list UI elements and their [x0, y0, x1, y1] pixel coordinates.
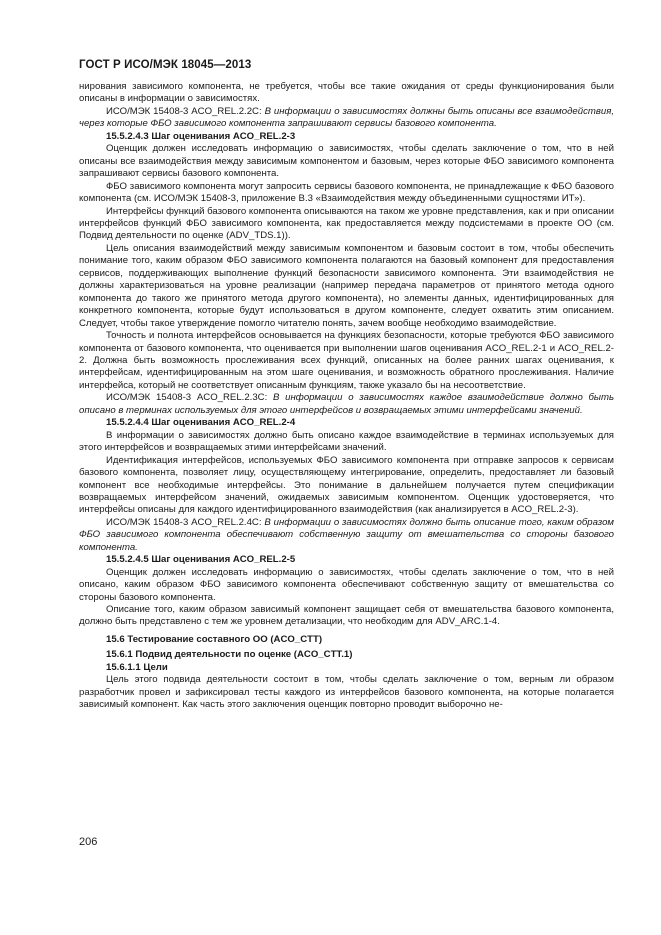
requirement-text: В информации о зависимостях должны быть описаны все взаимодействия, через которые ФБО зависимого компонента запрашивают сервисы базового компонента. — [79, 105, 614, 130]
page-number: 206 — [79, 836, 98, 848]
requirement-ref: ИСО/МЭК 15408-3 ACO_REL.2.4C: — [106, 516, 265, 528]
section-heading: 15.6.1 Подвид деятельности по оценке (ACO_CTT.1) — [106, 649, 353, 661]
requirement-text: В информации о зависимостях каждое взаимодействие должно быть описано в терминах используемых для этого интерфейсов и возвращаемых этими интерфейсами значений. — [79, 392, 614, 416]
paragraph: нирования зависимого компонента, не требуется, чтобы все такие ожидания от среды функционирования были описаны в информации о зависимостях. — [79, 81, 614, 105]
paragraph: Точность и полнота интерфейсов основывается на функциях безопасности, которые требуются ФБО зависимого компонента от базового компонента, что оценивается при выполнении шагов оценивания ACO_REL.2-1 и ACO_REL.2-2. Должна быть возможность прослеживания всех функций, описанных на более ранних шагах оценивания, к интерфейсам, идентифицированным на этом шаге оценивания, и возможность обратного прослеживания. Наличие интерфейса, который не соответствует описанным функциям, также указало бы на несоответствие. — [79, 330, 614, 391]
paragraph: Цель этого подвида деятельности состоит в том, чтобы сделать заключение о том, верным ли образом разработчик провел и зафиксировал тесты каждого из интерфейсов базового компонента, на которые полагается зависимый компонент. Как часть этого заключения оценщик повторно проводит выборочно не- — [79, 674, 614, 711]
requirement-paragraph — [79, 392, 614, 417]
document-header: ГОСТ Р ИСО/МЭК 18045—2013 — [79, 59, 252, 71]
requirement-text: В информации о зависимостях должно быть описание того, каким образом ФБО зависимого компонента обеспечивают собственную защиту от вмешательства со стороны базового компонента. — [79, 516, 614, 553]
paragraph: В информации о зависимостях должно быть описано каждое взаимодействие в терминах используемых для этого интерфейсов и возвращаемых этими интерфейсами значений. — [79, 429, 614, 454]
paragraph: Цель описания взаимодействий между зависимым компонентом и базовым состоит в том, чтобы обеспечить понимание того, каким образом ФБО зависимого компонента полагаются на базовый компонент для предоставления сервисов, поддерживающих выполнение функций безопасности зависимого компонента. Эти взаимодействия не должны характеризоваться на уровне реализации (например передача параметров от принятого метода одного компонента до такого же принятого метода другого компонента), но элементы данных, идентифицированных для конкретного компонента, которые будут использоваться в другом компоненте, следует охватить этим описанием. Следует, чтобы такое утверждение помогло читателю понять, зачем вообще необходимо взаимодействие. — [79, 242, 614, 329]
section-heading: 15.6.1.1 Цели — [106, 661, 168, 673]
section-heading: 15.5.2.4.3 Шаг оценивания ACO_REL.2-3 — [106, 130, 296, 142]
paragraph: Описание того, каким образом зависимый компонент защищает себя от вмешательства базового компонента, должно быть представлено с тем же уровнем детализации, что необходим для ADV_ARC.1-4. — [79, 604, 614, 628]
requirement-ref: ИСО/МЭК 15408-3 ACO_REL.2.3C: — [106, 392, 273, 404]
paragraph: ФБО зависимого компонента могут запросить сервисы базового компонента, не принадлежащие к ФБО базового компонента (см. ИСО/МЭК 15408-3, приложение В.3 «Взаимодействия между объединенными сущностями ИТ»). — [79, 180, 614, 205]
paragraph: Интерфейсы функций базового компонента описываются на таком же уровне представления, как и при описании интерфейсов функций ФБО зависимого компонента, как предоставляется между подсистемами в проекте ОО (см. Подвид деятельности по оценке (ADV_TDS.1)). — [79, 205, 614, 242]
requirement-ref: ИСО/МЭК 15408-3 ACO_REL.2.2C: — [106, 105, 265, 117]
section-heading: 15.5.2.4.5 Шаг оценивания ACO_REL.2-5 — [106, 554, 296, 566]
paragraph: Оценщик должен исследовать информацию о зависимостях, чтобы сделать заключение о том, что в ней описано, каким образом ФБО зависимого компонента обеспечивают собственную защиту от вмешательства со стороны базового компонента. — [79, 566, 614, 603]
section-heading: 15.6 Тестирование составного ОО (ACO_CTT) — [106, 633, 323, 645]
requirement-paragraph — [79, 517, 614, 554]
paragraph: Оценщик должен исследовать информацию о зависимостях, чтобы сделать заключение о том, что в ней описаны все взаимодействия между зависимым компонентом и базовым, через которые ФБО зависимого компонента запрашивают сервисы базового компонента. — [79, 143, 614, 180]
paragraph: Идентификация интерфейсов, используемых ФБО зависимого компонента при отправке запросов к сервисам базового компонента, позволяет лицу, осуществляющему интегрирование, определить, предоставляет ли базовый компонент все необходимые интерфейсы. Это понимание в дальнейшем получается путем спецификации возвращаемых интерфейсом значений, ожидаемых зависимым компонентом. Оценщик удостоверяется, что интерфейсы описаны для каждого идентифицированного взаимодействия (как анализируется в ACO_REL.2-3). — [79, 454, 614, 516]
document-body — [79, 81, 614, 712]
section-heading: 15.5.2.4.4 Шаг оценивания ACO_REL.2-4 — [106, 417, 296, 429]
requirement-paragraph — [79, 106, 614, 131]
